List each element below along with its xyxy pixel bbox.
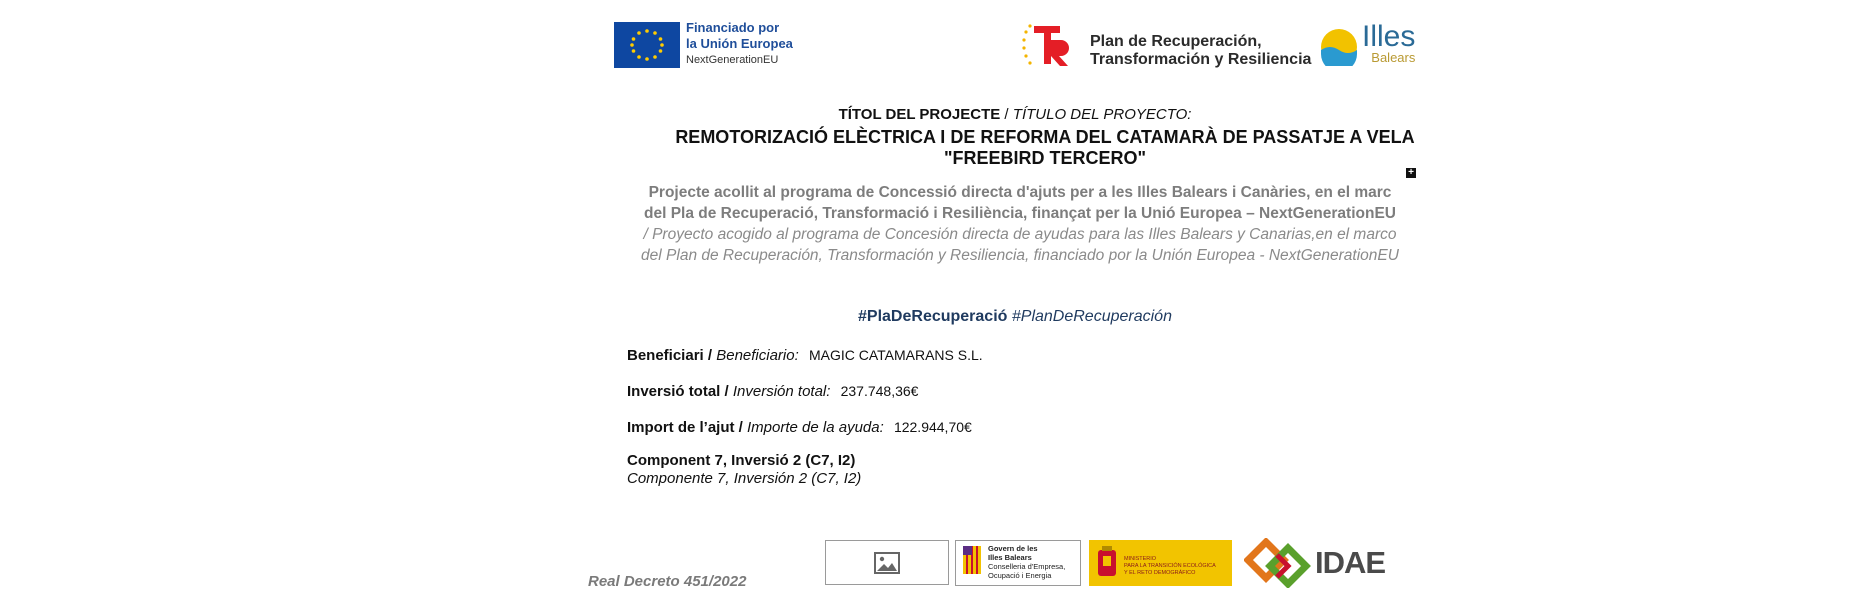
idae-text: IDAE <box>1315 545 1386 580</box>
image-placeholder-icon <box>874 552 900 574</box>
ministry-line2: PARA LA TRANSICIÓN ECOLÓGICA <box>1124 563 1216 569</box>
govern-line4: Ocupació i Energia <box>988 571 1052 580</box>
component-field <box>627 452 861 488</box>
beneficiary-label-ca: Beneficiari / <box>627 347 713 364</box>
royal-decree-text: Real Decreto 451/2022 <box>588 573 747 590</box>
component-ca: Component 7, Inversió 2 (C7, I2) <box>627 452 856 469</box>
prtr-logo-icon <box>1020 20 1080 70</box>
ministry-line3: Y EL RETO DEMOGRÁFICO <box>1124 570 1196 576</box>
ministry-line1: MINISTERIO <box>1124 556 1157 562</box>
eu-flag-icon <box>614 22 680 68</box>
aid-label-es: Importe de la ayuda: <box>747 419 884 436</box>
title-label-es: TÍTULO DEL PROYECTO: <box>1012 106 1192 123</box>
idae-logo-icon <box>1244 538 1312 588</box>
component-es: Componente 7, Inversión 2 (C7, I2) <box>627 470 862 487</box>
investment-value: 237.748,36€ <box>840 383 919 399</box>
program-description <box>640 182 1400 266</box>
description-es: / Proyecto acogido al programa de Concesión directa de ayudas para las Illes Balears y Canarias,en el marco del Plan de Recuperación, Transformación y Resiliencia, financiado por la Unión Europea - NextGenerationEU <box>641 226 1399 264</box>
beneficiary-label-es: Beneficiario: <box>716 347 799 364</box>
title-label-separator: / <box>1000 106 1013 123</box>
beneficiary-field <box>627 347 983 364</box>
investment-label-ca: Inversió total / <box>627 383 729 400</box>
illes-balears-logo-text <box>1362 22 1415 65</box>
aid-value: 122.944,70€ <box>893 419 972 435</box>
prtr-text <box>1090 33 1311 69</box>
hashtag-ca: #PlaDeRecuperació <box>858 308 1008 325</box>
eu-text-line1: Financiado por <box>686 20 780 35</box>
expand-icon[interactable]: + <box>1406 168 1416 178</box>
aid-label-ca: Import de l’ajut / <box>627 419 743 436</box>
eu-funding-text <box>686 20 793 68</box>
hashtag-es: #PlanDeRecuperación <box>1011 308 1172 325</box>
govern-line1: Govern de les <box>988 544 1038 553</box>
aid-amount-field <box>627 419 972 436</box>
spain-shield-icon <box>1096 546 1118 578</box>
govern-line2: Illes Balears <box>988 553 1032 562</box>
plan-line1: Plan de Recuperación, <box>1090 33 1262 50</box>
eu-text-line3: NextGenerationEU <box>686 54 779 66</box>
investment-label-es: Inversión total: <box>732 383 831 400</box>
govern-line3: Conselleria d'Empresa, <box>988 562 1066 571</box>
govern-text <box>988 544 1065 580</box>
title-label-ca: TÍTOL DEL PROJECTE <box>838 106 1001 123</box>
description-ca: Projecte acollit al programa de Concessió directa d'ajuts per a les Illes Balears i Canàries, en el marc del Pla de Recuperació, Transformació i Resiliència, finançat per la Unió Europea – NextGenerationEU <box>644 184 1396 222</box>
illes-main-text: Illes <box>1362 20 1416 53</box>
project-title: REMOTORIZACIÓ ELÈCTRICA I DE REFORMA DEL CATAMARÀ DE PASSATJE A VELA "FREEBIRD TERCERO" <box>675 127 1415 168</box>
beneficiary-value: MAGIC CATAMARANS S.L. <box>808 347 983 363</box>
project-title-label <box>640 106 1390 123</box>
govern-flag-icon <box>963 546 981 574</box>
eu-text-line2: la Unión Europea <box>686 36 793 51</box>
plan-line2: Transformación y Resiliencia <box>1090 51 1312 68</box>
illes-sub-text: Balears <box>1371 50 1416 65</box>
illes-balears-logo-icon <box>1320 28 1358 66</box>
ministry-text <box>1124 556 1216 577</box>
investment-field <box>627 383 918 400</box>
hashtags <box>640 308 1390 326</box>
